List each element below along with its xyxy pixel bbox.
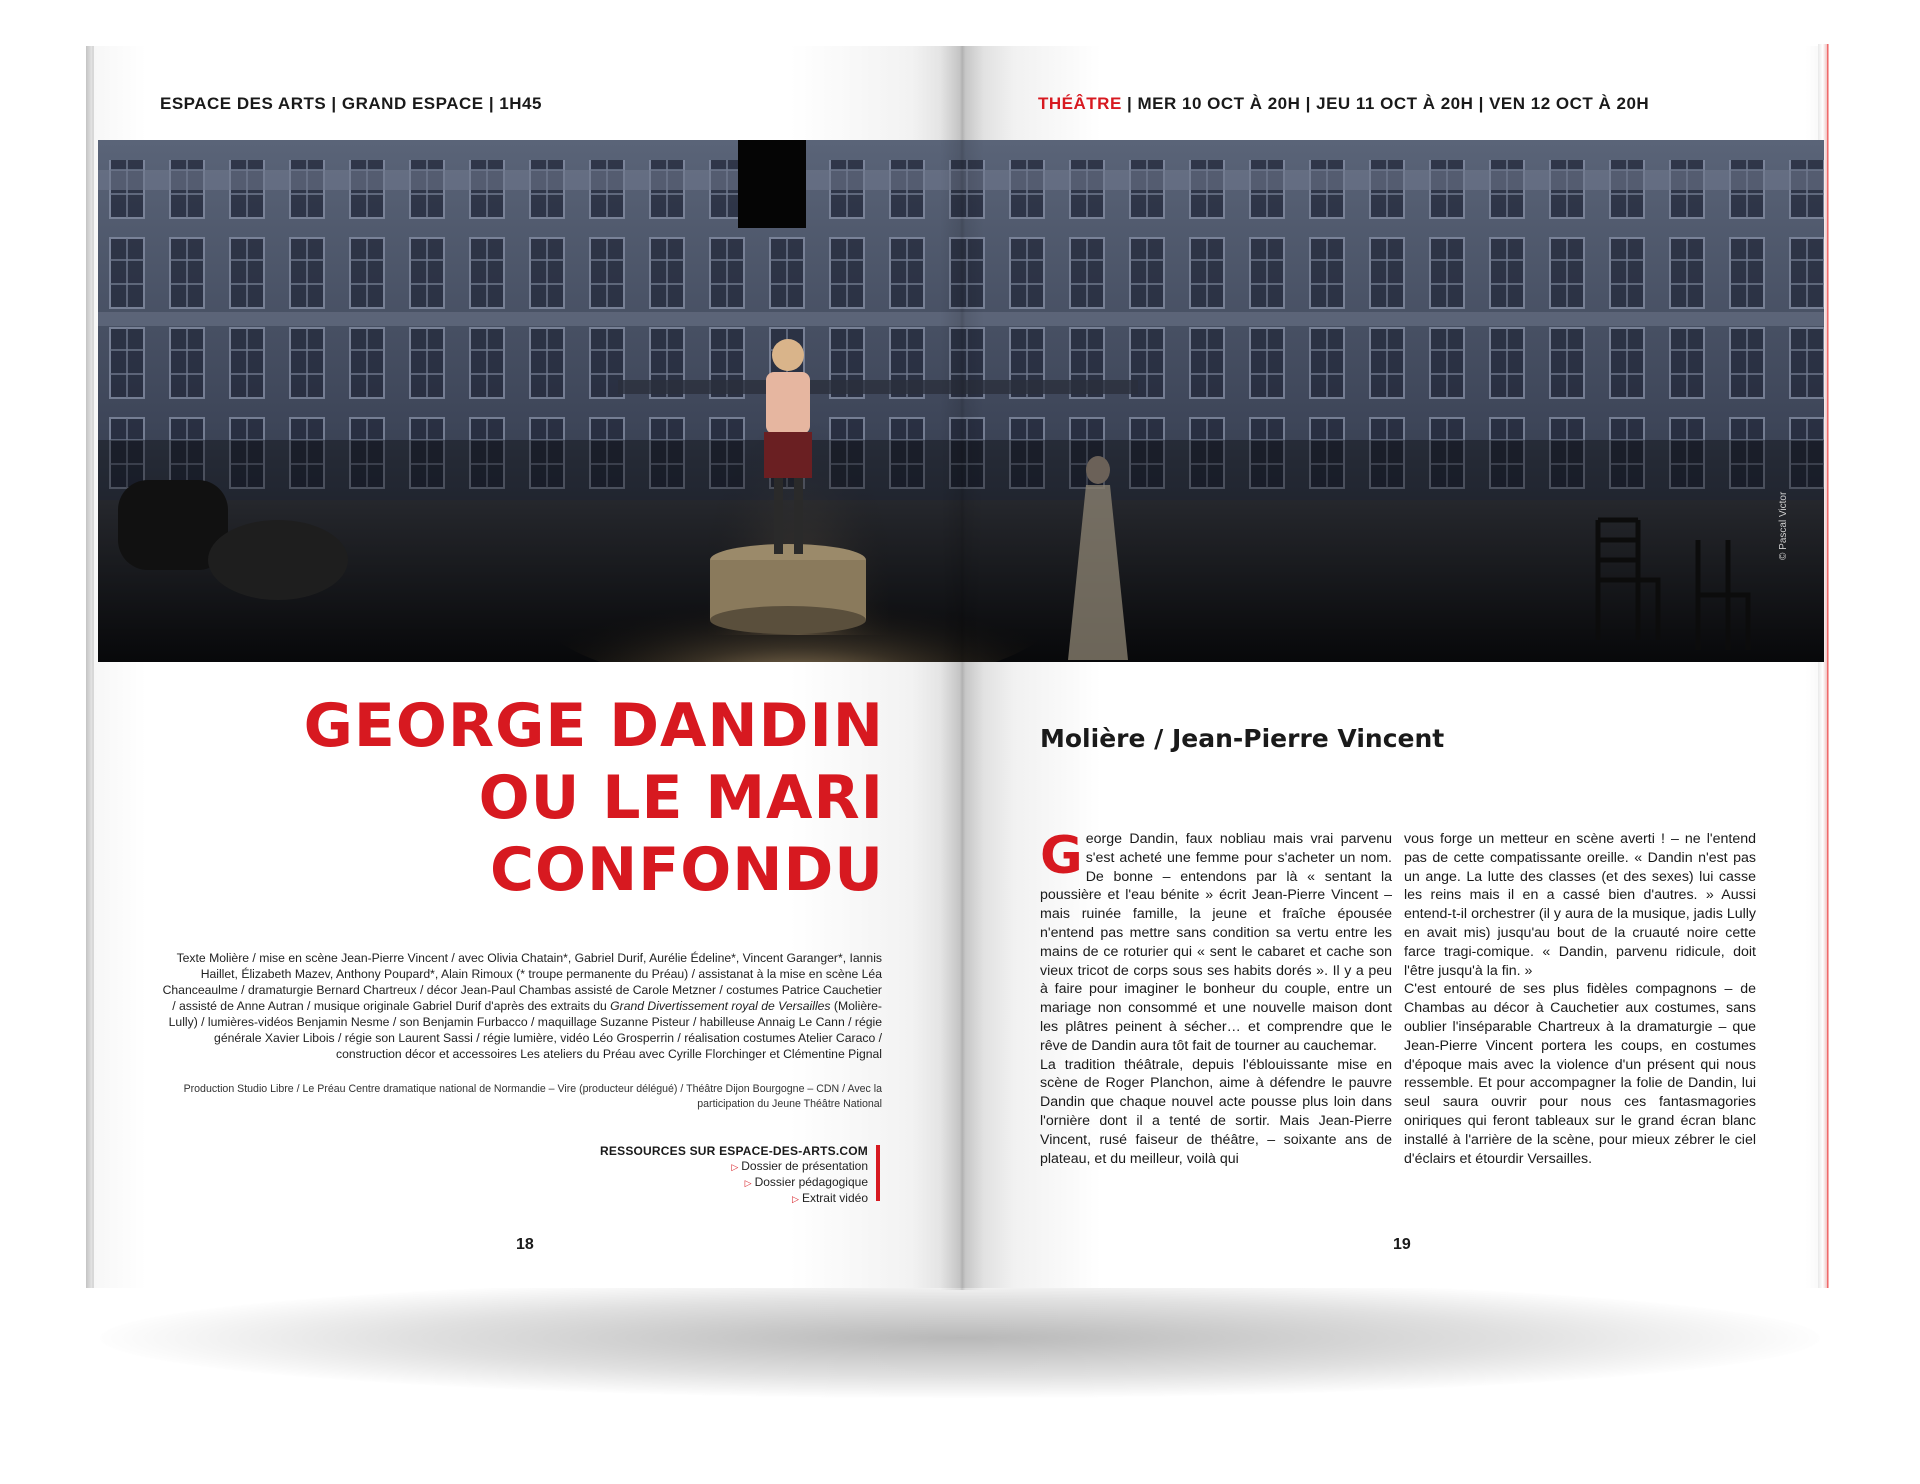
body-paragraph [1040,826,1392,1056]
resource-label: Dossier pédagogique [754,1175,868,1189]
body-paragraph: La tradition théâtrale, depuis l'éblouissante mise en scène de Roger Planchon, aime à défendre le pauvre Dandin que chaque nouvel acte pousse plus loin dans l'ornière dont il a tenté de sortir. Mais Jean-Pierre Vincent, rusé faiseur de théâtre, – soixante ans de plateau, et du meilleur, voilà qui [1040,1056,1392,1167]
show-title [140,690,884,906]
resources-box [540,1144,868,1207]
right-running-head [1038,94,1649,114]
genre-label: THÉÂTRE [1038,94,1122,113]
body-text: eorge Dandin, faux nobliau mais vrai parvenu s'est acheté une femme pour s'acheter un nom. De bonne – entendons par là « sentant la poussière et l'eau bénite » écrit Jean-Pierre Vincent – mais ruinée famille, la jeune et fraîche épousée n'entend pas mettre sans condition sa vertu entre les mains de ce roturier qui « sent le cabaret et cache son vieux tricot de corps sous ses habits dorés ». Il y a peu à faire pour imaginer le bonheur du couple, entre un mariage non consommé et une nouvelle maison dont les plâtres peinent à sécher… et comprendre que le rêve de Dandin aura tôt fait de tourner au cauchemar. [1040,831,1392,1054]
resources-heading: RESSOURCES SUR ESPACE-DES-ARTS.COM [600,1144,868,1158]
production-credits [160,950,882,1062]
body-paragraph: vous forge un metteur en scène averti ! – ne l'entend pas de cette compatissante oreille. « Dandin n'est pas un ange. La lutte des classes (et des sexes) lui casse les reins mais il en a cassé bien d'autres. » Aussi entend-t-il orchestrer (il y aura de la musique, jadis Lully en avait mis) jusqu'au bout de la cruauté noire cette farce tragi-comique. « Dandin, parvenu ridicule, doit l'être jusqu'à la fin. » [1404,831,1756,979]
resource-link[interactable] [540,1175,868,1191]
play-triangle-icon: ▷ [731,1162,739,1172]
resource-label: Extrait vidéo [801,1191,868,1205]
left-running-head: ESPACE DES ARTS | GRAND ESPACE | 1H45 [160,94,542,113]
magazine-shadow [100,1278,1820,1398]
body-paragraph: C'est entouré de ses plus fidèles compagnons – de Chambas au décor à Cauchetier aux costumes, sans oublier l'inséparable Chartreux à la dramaturgie – que Jean-Pierre Vincent portera les coups, en costumes d'époque mais avec la violence d'un présent qui nous ressemble. Et pour accompagner la folie de Dandin, lui seul saura ouvrir pour nous ces fantasmagories oniriques qui feront tableaux sur le grand écran blanc installé à l'arrière de la scène, pour mieux zébrer le ciel d'éclairs et étourdir Versailles. [1404,981,1756,1167]
credits-italic-title: Grand Divertissement royal de Versailles [610,999,831,1013]
page-number-left: 18 [516,1236,534,1253]
credits-text-continued: (Molière-Lully) / lumières-vidéos Benjamin Nesme / son Benjamin Furbacco / maquillage Suzanne Pisteur / habilleuse Annaig Le Cann / régie générale Xavier Libois / régie son Laurent Sassi / régie lumière, vidéo Léo Grosperrin / réalisation costumes Atelier Caraco / construction décor et accessoires Les ateliers du Préau avec Cyrille Florchinger et Clémentine Pignal [168,999,882,1061]
title-line: CONFONDU [490,835,884,905]
body-column-2 [1404,830,1756,1168]
page-number-right: 19 [1393,1236,1411,1253]
body-column-1 [1040,826,1392,1168]
author-director: Molière / Jean-Pierre Vincent [1040,724,1445,753]
title-line: OU LE MARI [478,763,884,833]
play-triangle-icon: ▷ [792,1194,799,1204]
drop-cap: G [1040,826,1083,886]
stage-photo [98,140,1824,662]
performance-dates: | MER 10 OCT À 20H | JEU 11 OCT À 20H | VEN 12 OCT À 20H [1121,94,1650,113]
resource-link[interactable] [540,1159,868,1175]
resources-accent-bar [876,1145,880,1201]
title-line: GEORGE DANDIN [303,691,884,761]
photo-credit: © Pascal Victor [1778,491,1789,560]
credits-text: Texte Molière / mise en scène Jean-Pierre Vincent / avec Olivia Chatain*, Gabriel Durif, Aurélie Édeline*, Vincent Garanger*, Iannis Haillet, Élizabeth Mazev, Anthony Poupard*, Alain Rimoux (* troupe permanente du Préau) / assistanat à la mise en scène Léa Chanceaulme / dramaturgie Bernard Chartreux / décor Jean-Paul Chambas assisté de Carole Metzner / costumes Patrice Cauchetier / assisté de Anne Autran / musique originale Gabriel Durif d'après des extraits du [162,951,882,1013]
resource-link[interactable] [540,1191,868,1207]
play-triangle-icon: ▷ [744,1178,752,1188]
production-line: Production Studio Libre / Le Préau Centre dramatique national de Normandie – Vire (producteur délégué) / Théâtre Dijon Bourgogne – CDN / Avec la participation du Jeune Théâtre National [183,1083,882,1110]
resource-label: Dossier de présentation [741,1159,868,1173]
stage-photo-illustration [98,140,1824,662]
